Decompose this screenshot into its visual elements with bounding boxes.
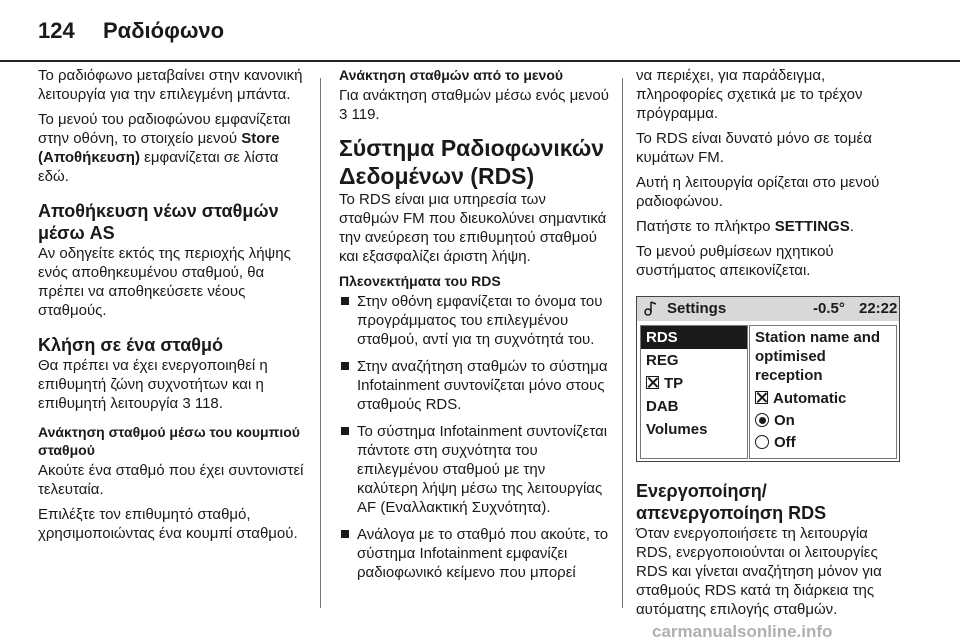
radio-unselected-icon	[755, 435, 769, 449]
paragraph	[636, 217, 906, 236]
text: .	[849, 218, 854, 235]
column-divider-1	[320, 78, 321, 608]
checkbox-icon	[646, 376, 659, 389]
list-item	[339, 422, 609, 517]
section-heading: Σύστημα Ραδιοφωνικών Δεδομένων (RDS)	[339, 135, 605, 189]
info-text: optimised reception	[755, 348, 826, 384]
text: Πατήστε το πλήκτρο	[636, 218, 775, 235]
page-number: 124	[38, 18, 75, 43]
paragraph: Όταν ενεργοποιήσετε τη λειτουργία RDS, ενεργοποιούνται οι λειτουργίες RDS και γίνεται αναζήτηση μόνον για σταθμούς RDS κατά τη διάρκεια της αυτόματης επιλογής σταθμών.	[636, 525, 882, 618]
page-title: Ραδιόφωνο	[103, 18, 225, 43]
paragraph: Το RDS είναι δυνατό μόνο σε τομέα κυμάτων FM.	[636, 130, 872, 166]
section-heading: Κλήση σε ένα σταθμό	[38, 335, 224, 355]
paragraph: να περιέχει, για παράδειγμα, πληροφορίες σχετικά με το τρέχον πρόγραμμα.	[636, 67, 863, 122]
list-item-text: Στην αναζήτηση σταθμών το σύστημα Infotainment συντονίζεται μόνο στους σταθμούς RDS.	[357, 358, 608, 413]
paragraph: Το RDS είναι μια υπηρεσία των σταθμών FM που διευκολύνει σημαντικά την ανεύρεση του επιθυμητού σταθμού και εξασφαλίζει άριστη λήψη.	[339, 191, 607, 265]
automatic-option[interactable]	[755, 388, 846, 410]
paragraph: Ακούτε ένα σταθμό που έχει συντονιστεί τελευταία.	[38, 462, 304, 498]
page-header	[0, 0, 960, 60]
checkbox-icon	[755, 391, 768, 404]
bullet-icon	[341, 362, 349, 370]
text: Το μενού του ραδιοφώνου εμφανίζεται στην οθόνη, το στοιχείο μενού	[38, 111, 291, 147]
paragraph	[38, 356, 308, 413]
subsection-heading: Πλεονεκτήματα του RDS	[339, 273, 501, 289]
header-divider	[0, 60, 960, 62]
off-option[interactable]	[755, 432, 796, 454]
menu-item-volumes[interactable]: Volumes	[646, 421, 708, 438]
list-item	[339, 292, 609, 349]
option-label: Off	[774, 434, 796, 451]
bullet-list	[339, 292, 609, 582]
paragraph	[38, 110, 308, 186]
subsection-heading: Ανάκτηση σταθμού μέσω του κουμπιού σταθμού	[38, 424, 300, 458]
list-item	[339, 357, 609, 414]
info-text: Station name and	[755, 329, 881, 346]
watermark: carmanualsonline.info	[652, 622, 833, 641]
text: Για ανάκτηση σταθμών μέσω ενός μενού	[339, 87, 609, 104]
on-option[interactable]	[755, 410, 795, 432]
page-reference: 3 118.	[182, 395, 223, 412]
column-1	[38, 66, 308, 549]
settings-screen-figure	[636, 296, 900, 462]
section-heading: Ενεργοποίηση/ απενεργοποίηση RDS	[636, 481, 827, 523]
column-2	[339, 66, 609, 590]
list-item	[339, 525, 609, 582]
menu-item-reg[interactable]: REG	[646, 352, 679, 369]
paragraph: Αυτή η λειτουργία ορίζεται στο μενού ραδιοφώνου.	[636, 174, 880, 210]
column-3	[636, 66, 906, 625]
list-item-text: Στην οθόνη εμφανίζεται το όνομα του προγράμματος του επιλεγμένου σταθμού, αντί για τη συχνότητά του.	[357, 293, 603, 348]
list-item-text: Το σύστημα Infotainment συντονίζεται πάντοτε στη συχνότητα του επιλεγμένου σταθμού με την καλύτερη λήψη μέσω της λειτουργίας AF (Εναλλακτική Συχνότητα).	[357, 423, 608, 516]
key-reference: SETTINGS	[774, 218, 850, 235]
paragraph: Το μενού ρυθμίσεων ηχητικού συστήματος απεικονίζεται.	[636, 243, 834, 279]
bullet-icon	[341, 530, 349, 538]
paragraph	[339, 86, 609, 124]
page-reference: 3 119.	[339, 106, 380, 123]
clock-readout: 22:22	[859, 300, 898, 317]
menu-item-dab[interactable]: DAB	[646, 398, 679, 415]
screen-title: Settings	[667, 300, 727, 317]
settings-note-icon	[643, 300, 659, 316]
temperature-readout: -0.5°	[813, 300, 845, 317]
menu-item-rds[interactable]: RDS	[641, 326, 747, 349]
paragraph: Το ραδιόφωνο μεταβαίνει στην κανονική λειτουργία για την επιλεγμένη μπάντα.	[38, 67, 303, 103]
subsection-heading: Ανάκτηση σταθμών από το μενού	[339, 67, 564, 83]
menu-item-tp[interactable]	[641, 372, 747, 395]
screen-title-bar	[637, 297, 899, 321]
settings-menu	[640, 325, 748, 459]
paragraph: Αν οδηγείτε εκτός της περιοχής λήψης ενός αποθηκευμένου σταθμού, θα πρέπει να αποθηκεύσετε νέους σταθμούς.	[38, 245, 291, 319]
menu-item-label: TP	[664, 375, 684, 392]
option-label: Automatic	[773, 390, 847, 407]
list-item-text: Ανάλογα με το σταθμό που ακούτε, το σύστημα Infotainment εμφανίζει ραδιοφωνικό κείμενο που μπορεί	[357, 526, 609, 581]
option-label: On	[774, 412, 795, 429]
settings-detail-panel	[749, 325, 897, 459]
text: εμφανίζεται σε λίστα εδώ.	[38, 149, 279, 185]
column-divider-2	[622, 78, 623, 608]
bullet-icon	[341, 297, 349, 305]
bullet-icon	[341, 427, 349, 435]
radio-selected-icon	[755, 413, 769, 427]
section-heading: Αποθήκευση νέων σταθμών μέσω AS	[38, 201, 279, 243]
menu-item-reference: Store (Αποθήκευση)	[38, 130, 280, 166]
text: Θα πρέπει να έχει ενεργοποιηθεί η επιθυμητή ζώνη συχνοτήτων και η επιθυμητή λειτουργία	[38, 357, 268, 412]
paragraph: Επιλέξτε τον επιθυμητό σταθμό, χρησιμοποιώντας ένα κουμπί σταθμού.	[38, 506, 298, 542]
